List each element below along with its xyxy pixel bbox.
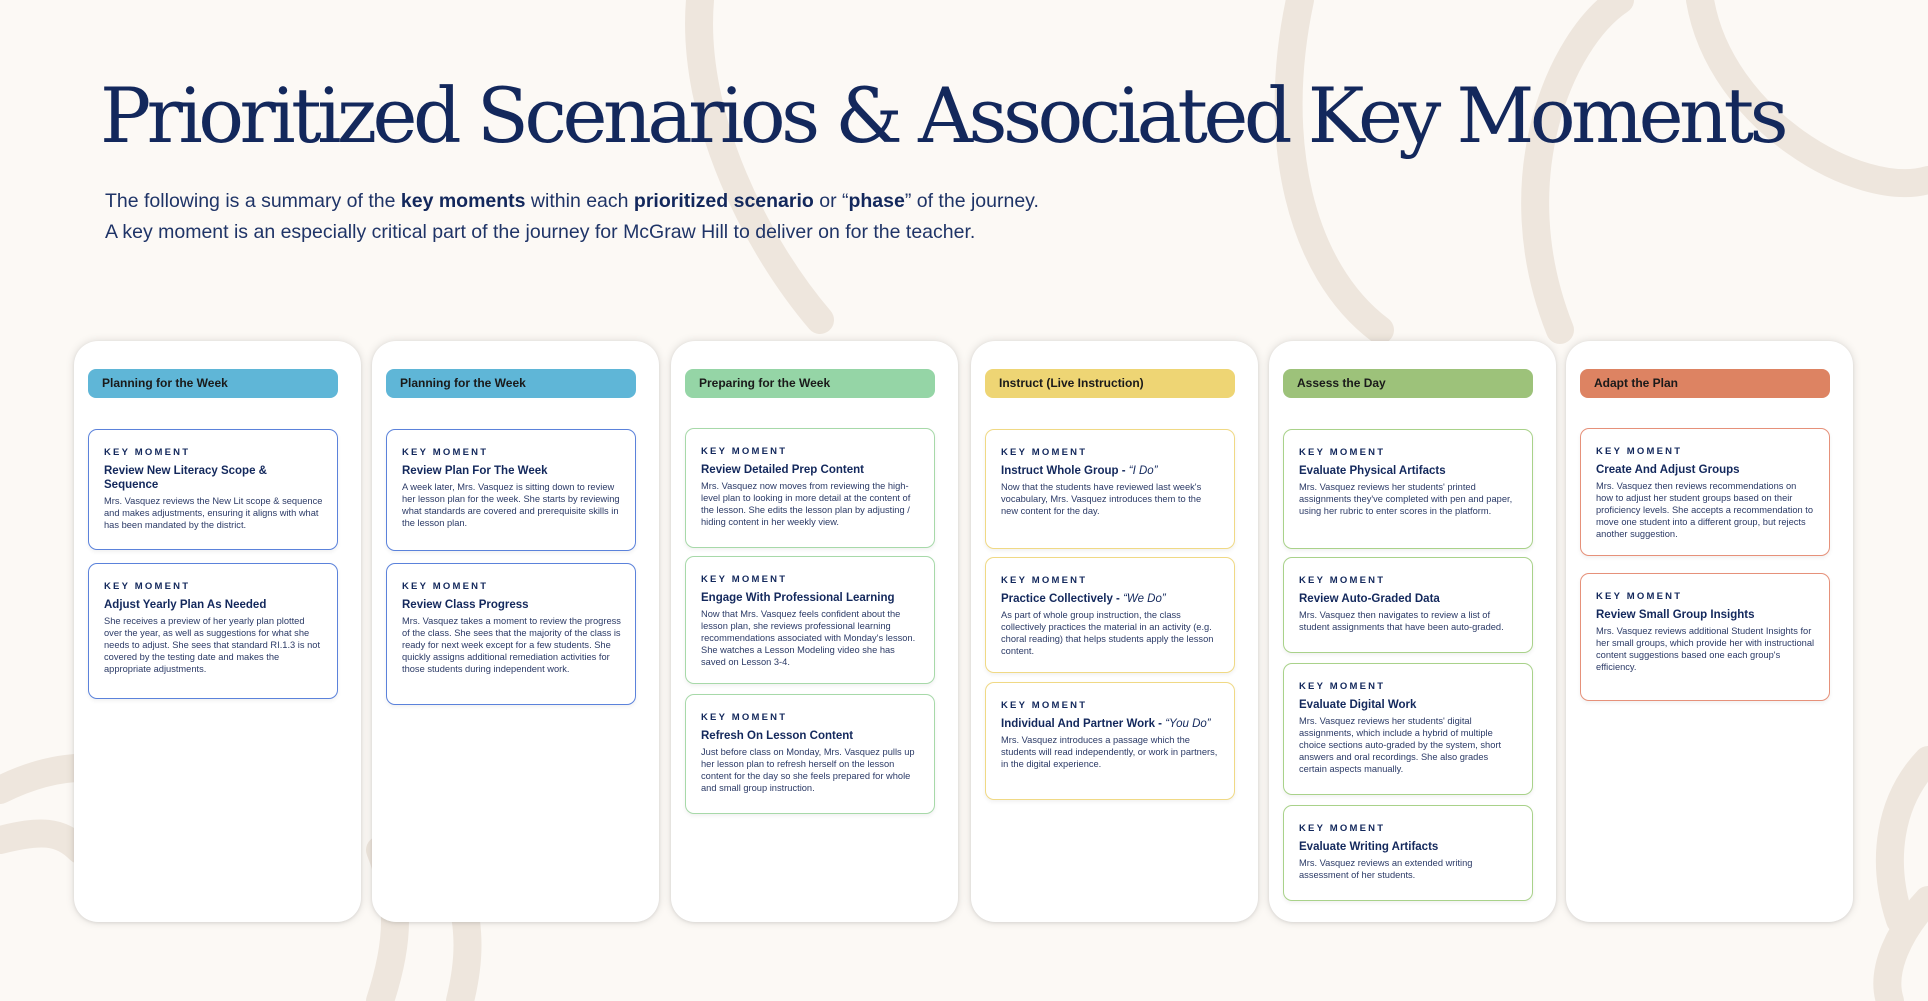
intro-bold-key-moments: key moments	[400, 190, 526, 212]
key-moment-description: Mrs. Vasquez then reviews recommendations on how to adjust her student groups based on their proficiency levels. She accepts a recommendation to move one student into a different group, but rejects another suggestion.	[1596, 481, 1814, 539]
key-moment-description: Mrs. Vasquez takes a moment to review the progress of the class. She sees that the majority of the class is ready for next week except for a few students. She quickly assigns additional remediation activities for those students during independent work.	[402, 616, 621, 674]
key-moment-description: Just before class on Monday, Mrs. Vasquez pulls up her lesson plan to refresh herself on the lesson content for the day so she feels prepared for whole and small group instruction.	[701, 747, 915, 793]
key-moment-card	[1283, 429, 1533, 549]
key-moment-card	[685, 694, 935, 814]
key-moment-label: KEY MOMENT	[701, 712, 788, 723]
phase-header: Adapt the Plan	[1580, 369, 1830, 398]
key-moment-card	[386, 429, 636, 551]
phase-header: Assess the Day	[1283, 369, 1533, 398]
key-moment-label: KEY MOMENT	[104, 581, 191, 592]
key-moment-description: Mrs. Vasquez reviews additional Student Insights for her small groups, which provide her with instructional content suggestions based one each group's efficiency.	[1596, 626, 1815, 672]
key-moment-title	[1001, 464, 1220, 478]
phase-header: Preparing for the Week	[685, 369, 935, 398]
key-moment-description: A week later, Mrs. Vasquez is sitting down to review her lesson plan for the week. She starts by reviewing what standards are covered and prerequisite skills in the lesson plan.	[402, 482, 620, 528]
phase-header: Instruct (Live Instruction)	[985, 369, 1235, 398]
key-moment-title: Review New Literacy Scope & Sequence	[104, 465, 267, 491]
key-moment-title	[1001, 592, 1220, 606]
key-moment-label: KEY MOMENT	[701, 574, 788, 585]
key-moment-tag: “I Do”	[1128, 465, 1158, 477]
key-moment-label: KEY MOMENT	[1001, 447, 1088, 458]
intro-text-fragment: within each	[525, 190, 634, 212]
key-moment-title-text: Individual And Partner Work -	[1001, 718, 1166, 730]
key-moment-label: KEY MOMENT	[1299, 447, 1386, 458]
scenario-column-adapt	[1566, 341, 1853, 922]
page-title: Prioritized Scenarios & Associated Key Moments	[100, 71, 1785, 160]
intro-text	[105, 186, 1039, 248]
key-moment-title: Evaluate Writing Artifacts	[1299, 841, 1439, 853]
key-moment-description: Now that the students have reviewed last week's vocabulary, Mrs. Vasquez introduces them to the new content for the day.	[1001, 482, 1202, 516]
scenario-column-instruct	[971, 341, 1258, 922]
key-moment-card	[88, 429, 338, 550]
scenario-column-planning-1	[74, 341, 361, 922]
key-moment-description: Mrs. Vasquez reviews the New Lit scope & sequence and makes adjustments, ensuring it aligns with what has been mandated by the district.	[104, 496, 323, 530]
intro-line-2: A key moment is an especially critical part of the journey for McGraw Hill to deliver on for the teacher.	[105, 221, 976, 243]
key-moment-card	[1283, 805, 1533, 901]
key-moment-description: She receives a preview of her yearly plan plotted over the year, as well as suggestions for what she needs to adjust. She sees that standard RI.1.3 is not covered by the testing date and makes the appropriate adjustments.	[104, 616, 321, 674]
key-moment-title: Review Detailed Prep Content	[701, 464, 864, 476]
phase-header: Planning for the Week	[386, 369, 636, 398]
key-moment-title-text: Instruct Whole Group -	[1001, 465, 1129, 477]
key-moment-card	[1580, 573, 1830, 701]
key-moment-label: KEY MOMENT	[1299, 823, 1386, 834]
key-moment-description: Mrs. Vasquez reviews an extended writing assessment of her students.	[1299, 858, 1473, 880]
key-moment-description: Now that Mrs. Vasquez feels confident about the lesson plan, she reviews professional learning recommendations associated with Monday's lesson. She watches a Lesson Modeling video she has saved on Lesson 3-4.	[701, 609, 916, 667]
key-moment-card	[88, 563, 338, 699]
key-moment-description: Mrs. Vasquez then navigates to review a list of student assignments that have been auto-graded.	[1299, 610, 1504, 632]
intro-text-fragment: ” of the journey.	[904, 190, 1039, 212]
key-moment-title: Review Small Group Insights	[1596, 609, 1755, 621]
key-moment-tag: “You Do”	[1165, 718, 1211, 730]
key-moment-label: KEY MOMENT	[1299, 575, 1386, 586]
key-moment-description: Mrs. Vasquez reviews her students' printed assignments they've completed with pen and paper, using her rubric to enter scores in the platform.	[1299, 482, 1513, 516]
key-moment-title: Create And Adjust Groups	[1596, 464, 1740, 476]
phase-header: Planning for the Week	[88, 369, 338, 398]
key-moment-card	[1283, 557, 1533, 653]
key-moment-description: Mrs. Vasquez now moves from reviewing the high-level plan to looking in more detail at the content of the lesson. She edits the lesson plan by adjusting / hiding content in her weekly view.	[701, 481, 911, 527]
key-moment-card	[685, 428, 935, 548]
intro-bold-prioritized-scenario: prioritized scenario	[633, 190, 814, 212]
key-moment-label: KEY MOMENT	[701, 446, 788, 457]
key-moment-title: Evaluate Digital Work	[1299, 699, 1417, 711]
intro-bold-phase: phase	[848, 190, 905, 212]
key-moment-label: KEY MOMENT	[402, 581, 489, 592]
key-moment-label: KEY MOMENT	[1001, 575, 1088, 586]
intro-line-1	[105, 186, 1039, 217]
key-moment-card	[685, 556, 935, 684]
key-moment-card	[985, 682, 1235, 800]
key-moment-card	[985, 429, 1235, 549]
key-moment-title: Review Class Progress	[402, 599, 529, 611]
key-moment-label: KEY MOMENT	[1299, 681, 1386, 692]
intro-text-fragment: or “	[813, 190, 849, 212]
scenario-column-planning-2	[372, 341, 659, 922]
key-moment-title-text: Practice Collectively -	[1001, 593, 1124, 605]
key-moment-title: Adjust Yearly Plan As Needed	[104, 599, 267, 611]
key-moment-label: KEY MOMENT	[1596, 591, 1683, 602]
key-moment-label: KEY MOMENT	[104, 447, 191, 458]
key-moment-title: Review Plan For The Week	[402, 465, 548, 477]
key-moment-tag: “We Do”	[1123, 593, 1166, 605]
key-moment-card	[386, 563, 636, 705]
scenario-column-assess	[1269, 341, 1556, 922]
key-moment-title: Engage With Professional Learning	[701, 592, 895, 604]
key-moment-label: KEY MOMENT	[402, 447, 489, 458]
key-moment-title: Review Auto-Graded Data	[1299, 593, 1440, 605]
key-moment-label: KEY MOMENT	[1001, 700, 1088, 711]
intro-text-fragment: The following is a summary of the	[105, 190, 401, 212]
key-moment-title: Refresh On Lesson Content	[701, 730, 854, 742]
key-moment-card	[1580, 428, 1830, 556]
key-moment-description: Mrs. Vasquez reviews her students' digital assignments, which include a hybrid of multiple choice sections auto-graded by the system, short answers and oral recordings. She also grades certain aspects manually.	[1299, 716, 1502, 774]
key-moment-description: Mrs. Vasquez introduces a passage which the students will read independently, or work in partners, in the digital experience.	[1001, 735, 1218, 769]
key-moment-title	[1001, 717, 1220, 731]
key-moment-title: Evaluate Physical Artifacts	[1299, 465, 1446, 477]
key-moment-card	[1283, 663, 1533, 795]
scenario-column-preparing	[671, 341, 958, 922]
key-moment-label: KEY MOMENT	[1596, 446, 1683, 457]
key-moment-card	[985, 557, 1235, 673]
key-moment-description: As part of whole group instruction, the class collectively practices the material in an activity (e.g. choral reading) that helps students apply the lesson content.	[1001, 610, 1214, 656]
